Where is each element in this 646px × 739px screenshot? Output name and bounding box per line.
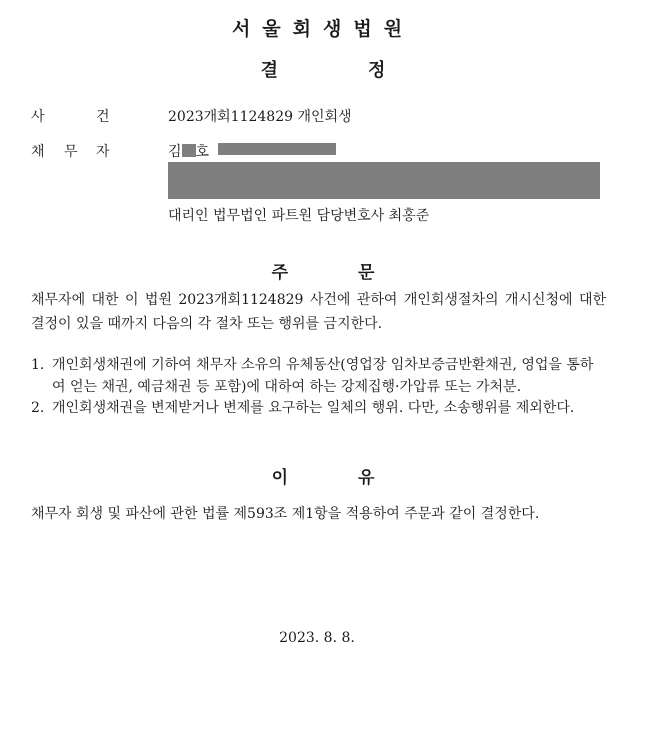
case-label-char: 사 xyxy=(31,109,45,125)
debtor-label-3 xyxy=(96,141,110,161)
title-char-right: 정 xyxy=(368,60,386,81)
list-item xyxy=(31,397,605,419)
address-redaction xyxy=(168,162,600,199)
title-char-left: 결 xyxy=(260,60,278,81)
name-redaction xyxy=(182,144,196,157)
case-number: 2023개회1124829 개인회생 xyxy=(168,109,352,125)
debtor-label-2 xyxy=(64,141,78,161)
item-text: 개인회생채권을 변제받거나 변제를 요구하는 일체의 행위. 다만, 소송행위를 제외한다. xyxy=(52,400,575,416)
debtor-label-char: 채 xyxy=(31,144,45,160)
redaction-bar xyxy=(218,143,336,155)
reason-text: 채무자 회생 및 파산에 관한 법률 제593조 제1항을 적용하여 주문과 같이 결정한다. xyxy=(31,506,540,522)
debtor-label xyxy=(31,141,45,161)
order-heading xyxy=(0,258,646,283)
case-label-2 xyxy=(96,106,110,126)
order-heading-right: 문 xyxy=(358,263,375,283)
item-number: 2. xyxy=(31,400,45,416)
reason-heading-left: 이 xyxy=(271,468,288,488)
debtor-name-first: 김 xyxy=(168,144,182,160)
document-title xyxy=(0,56,646,82)
item-text: 개인회생채권에 기하여 채무자 소유의 유체동산(영업장 임차보증금반환채권, 영업을 통하여 얻는 채권, 예금채권 등 포함)에 대하여 하는 강제집행·가압류 또는 가처분. xyxy=(52,357,594,395)
court-name: 서울회생법원 xyxy=(231,18,415,40)
order-heading-left: 주 xyxy=(271,263,288,283)
debtor-label-char: 자 xyxy=(96,144,110,160)
case-label-char: 건 xyxy=(96,109,110,125)
list-item xyxy=(31,354,605,398)
debtor-label-char: 무 xyxy=(64,144,78,160)
debtor-name-last: 호 xyxy=(195,144,210,160)
order-intro: 채무자에 대한 이 법원 2023개회1124829 사건에 관하여 개인회생절차의 개시신청에 대한 결정이 있을 때까지 다음의 각 절차 또는 행위를 금지한다. xyxy=(31,292,606,332)
agent-line: 대리인 법무법인 파트원 담당변호사 최홍준 xyxy=(168,208,430,224)
case-label xyxy=(31,106,45,126)
item-number: 1. xyxy=(31,357,45,373)
decision-date: 2023. 8. 8. xyxy=(279,630,355,646)
reason-heading xyxy=(0,463,646,488)
debtor-name xyxy=(168,141,209,161)
reason-heading-right: 유 xyxy=(358,468,375,488)
